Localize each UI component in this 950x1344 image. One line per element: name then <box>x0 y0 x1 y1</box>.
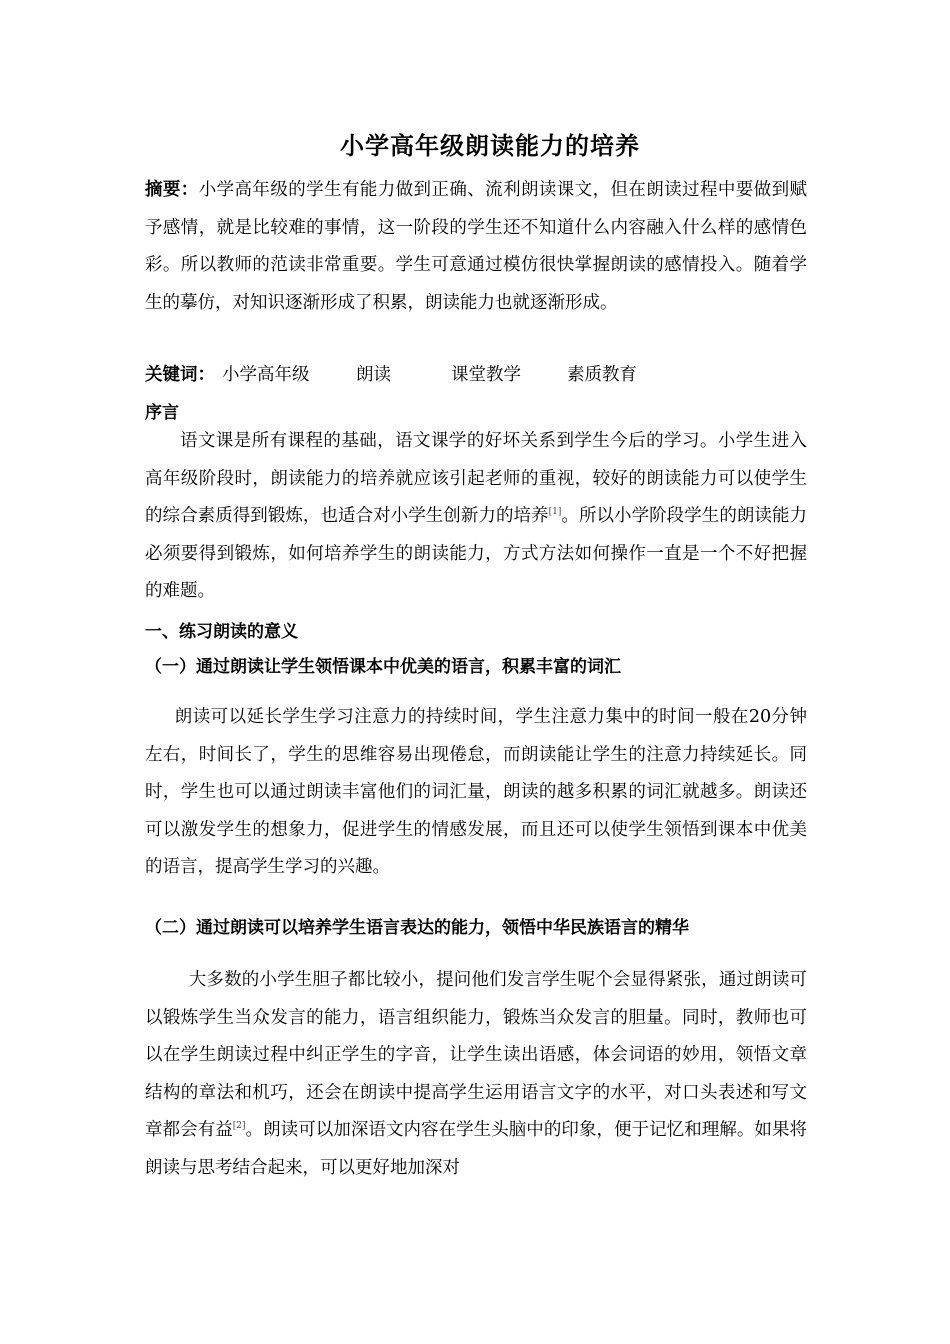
preface-paragraph <box>145 423 807 611</box>
subsection-text-cont: 。朗读可以加深语文内容在学生头脑中的印象，便于记忆和理解。如果将朗读与思考结合起来，可以更好地加深对 <box>145 1120 808 1178</box>
preface-heading: 序言 <box>145 403 179 423</box>
subsection-paragraph: 朗读可以延长学生学习注意力的持续时间，学生注意力集中的时间一般在20分钟左右，时间长了，学生的思维容易出现倦怠，而朗读能让学生的注意力持续延长。同时，学生也可以通过朗读丰富他们的词汇量，朗读的越多积累的词汇就越多。朗读还可以激发学生的想象力，促进学生的情感发展，而且还可以使学生领悟到课本中优美的语言，提高学生学习的兴趣。 <box>145 707 807 877</box>
section-heading: 一、练习朗读的意义 <box>145 622 298 642</box>
citation-ref: [1] <box>548 507 562 517</box>
abstract-text: 小学高年级的学生有能力做到正确、流利朗读课文，但在朗读过程中要做到赋予感情，就是比较难的事情，这一阶段的学生还不知道什么内容融入什么样的感情色彩。所以教师的范读非常重要。学生可意通过模仿很快掌握朗读的感情投入。随着学生的摹仿，对知识逐渐形成了积累，朗读能力也就逐渐形成。 <box>145 180 808 313</box>
keyword-item: 课堂教学 <box>451 365 521 385</box>
preface-text: 语文课是所有课程的基础，语文课学的好坏关系到学生今后的学习。小学生进入高年级阶段时，朗读能力的培养就应该引起老师的重视，较好的朗读能力可以使学生的综合素质得到锻炼，也适合对小学生创新力的培养 <box>145 431 807 526</box>
subsection-paragraph <box>145 962 807 1187</box>
abstract-label: 摘要： <box>145 180 199 200</box>
keyword-item: 素质教育 <box>567 365 637 385</box>
keyword-item: 朗读 <box>356 365 391 385</box>
citation-ref: [2] <box>232 1121 246 1131</box>
document-title: 小学高年级朗读能力的培养 <box>340 132 640 160</box>
preface-text-cont: 。所以小学阶段学生的朗读能力必须要得到锻炼，如何培养学生的朗读能力，方式方法如何操作一直是一个不好把握的难题。 <box>145 506 808 601</box>
subsection-heading: （二）通过朗读可以培养学生语言表达的能力，领悟中华民族语言的精华 <box>145 918 689 938</box>
keyword-item: 小学高年级 <box>222 365 310 385</box>
abstract-paragraph <box>145 172 807 322</box>
subsection-text: 大多数的小学生胆子都比较小，提问他们发言学生呢个会显得紧张，通过朗读可以锻炼学生当众发言的能力，语言组织能力，锻炼当众发言的胆量。同时，教师也可以在学生朗读过程中纠正学生的字音，让学生读出语感，体会词语的妙用，领悟文章结构的章法和机巧，还会在朗读中提高学生运用语言文字的水平，对口头表述和写文章都会有益 <box>145 970 807 1140</box>
subsection-heading: （一）通过朗读让学生领悟课本中优美的语言，积累丰富的词汇 <box>145 657 621 677</box>
keywords-label: 关键词： <box>145 365 215 385</box>
